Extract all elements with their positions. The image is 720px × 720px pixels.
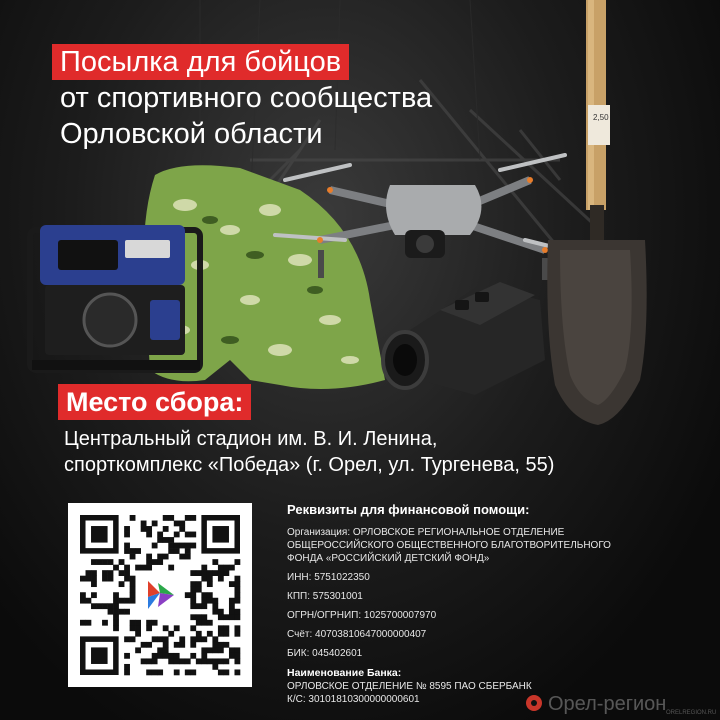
bik: БИК: 045402601: [287, 648, 363, 659]
org-line-1: Организация: ОРЛОВСКОЕ РЕГИОНАЛЬНОЕ ОТДЕЛЕНИЕ: [287, 527, 565, 538]
address-line-1: Центральный стадион им. В. И. Ленина,: [64, 428, 438, 450]
headline-line-3: Орловской области: [60, 118, 323, 150]
shovel-tag: 2,50: [593, 113, 609, 122]
generator: [30, 225, 200, 370]
ogrn: ОГРН/ОГРНИП: 1025700007970: [287, 610, 437, 621]
inn: ИНН: 5751022350: [287, 572, 370, 583]
address-line-2: спорткомплекс «Победа» (г. Орел, ул. Тургенева, 55): [64, 454, 555, 476]
collection-point-address: [64, 426, 554, 478]
headline: [60, 44, 432, 152]
watermark: [526, 692, 716, 716]
qr-code[interactable]: [68, 503, 252, 687]
collection-point-label: Место сбора:: [58, 384, 251, 420]
account: Счёт: 40703810647000000407: [287, 629, 427, 640]
requisites-title: Реквизиты для финансовой помощи:: [287, 502, 530, 517]
org-line-2: ОБЩЕРОССИЙСКОГО ОБЩЕСТВЕННОГО БЛАГОТВОРИТЕЛЬНОГО: [287, 540, 611, 551]
payment-requisites: [287, 502, 697, 706]
org-line-3: ФОНДА «РОССИЙСКИЙ ДЕТСКИЙ ФОНД»: [287, 553, 490, 564]
watermark-logo-icon: [526, 695, 542, 711]
corr-account: К/С: 30101810300000000601: [287, 694, 420, 705]
thermal-monocular: [383, 282, 545, 395]
bank-name: ОРЛОВСКОЕ ОТДЕЛЕНИЕ № 8595 ПАО СБЕРБАНК: [287, 681, 532, 692]
headline-line-2: от спортивного сообщества: [60, 82, 433, 114]
headline-line-1: Посылка для бойцов: [60, 44, 432, 80]
kpp: КПП: 575301001: [287, 591, 363, 602]
watermark-text: Орел-регион: [548, 693, 667, 715]
bank-heading: Наименование Банка:: [287, 667, 402, 679]
watermark-small: ORELREGION.RU: [666, 710, 717, 716]
qr-code-icon: [68, 503, 252, 687]
shovel: [547, 0, 646, 425]
